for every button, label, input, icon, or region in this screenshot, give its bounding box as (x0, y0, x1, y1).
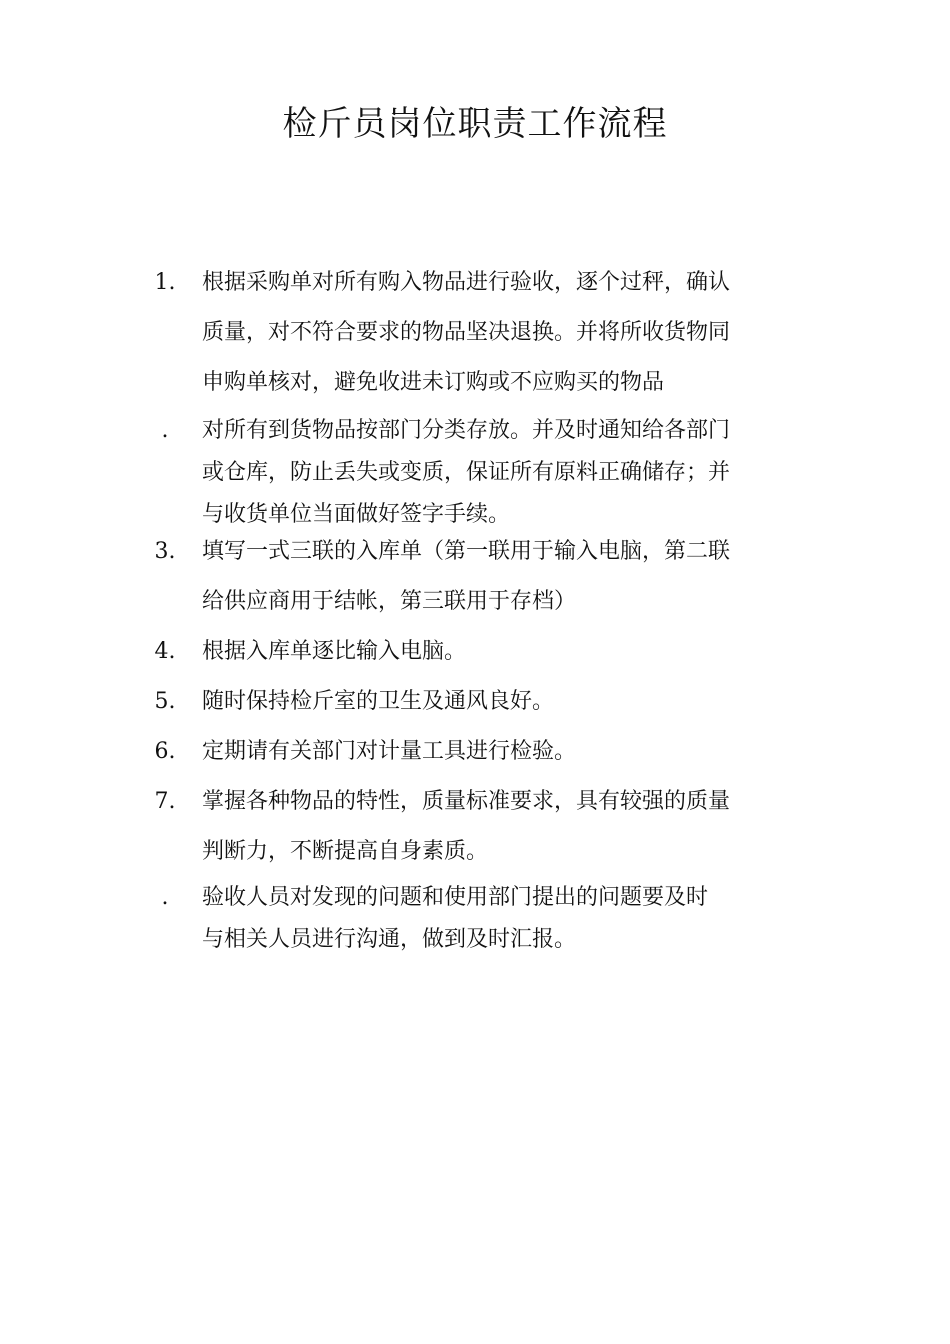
item-line: 或仓库，防止丢失或变质，保证所有原料正确储存；并 (202, 460, 731, 485)
item-line: 定期请有关部门对计量工具进行检验。 (202, 739, 577, 764)
item-line: 与相关人员进行沟通，做到及时汇报。 (202, 927, 577, 952)
item-number: . (161, 885, 169, 910)
item-line: 与收货单位当面做好签字手续。 (202, 502, 511, 527)
item-line: 验收人员对发现的问题和使用部门提出的问题要及时 (202, 885, 709, 910)
item-line: 根据入库单逐比输入电脑。 (202, 639, 467, 664)
item-number: 1. (154, 270, 176, 295)
item-number: 4. (154, 639, 176, 664)
item-number: 3. (154, 539, 176, 564)
item-line: 对所有到货物品按部门分类存放。并及时通知给各部门 (202, 418, 731, 443)
item-line: 给供应商用于结帐，第三联用于存档） (202, 589, 577, 614)
item-number: 6. (154, 739, 176, 764)
item-text (202, 877, 812, 961)
item-line: 根据采购单对所有购入物品进行验收，逐个过秤，确认 (202, 270, 731, 295)
item-text (202, 627, 812, 677)
item-text (202, 777, 812, 877)
item-line: 质量，对不符合要求的物品坚决退换。并将所收货物同 (202, 320, 731, 345)
item-number: 7. (154, 789, 176, 814)
item-text (202, 410, 812, 536)
item-number: . (161, 418, 169, 443)
item-text (202, 527, 812, 627)
item-line: 填写一式三联的入库单（第一联用于输入电脑，第二联 (202, 539, 731, 564)
item-number: 5. (154, 689, 176, 714)
item-line: 掌握各种物品的特性，质量标准要求，具有较强的质量 (202, 789, 731, 814)
item-line: 随时保持检斤室的卫生及通风良好。 (202, 689, 555, 714)
item-text (202, 727, 812, 777)
item-line: 申购单核对，避免收进未订购或不应购买的物品 (202, 370, 665, 395)
item-line: 判断力，不断提高自身素质。 (202, 839, 489, 864)
item-text (202, 677, 812, 727)
document-title: 检斤员岗位职责工作流程 (282, 104, 668, 144)
item-text (202, 258, 812, 408)
